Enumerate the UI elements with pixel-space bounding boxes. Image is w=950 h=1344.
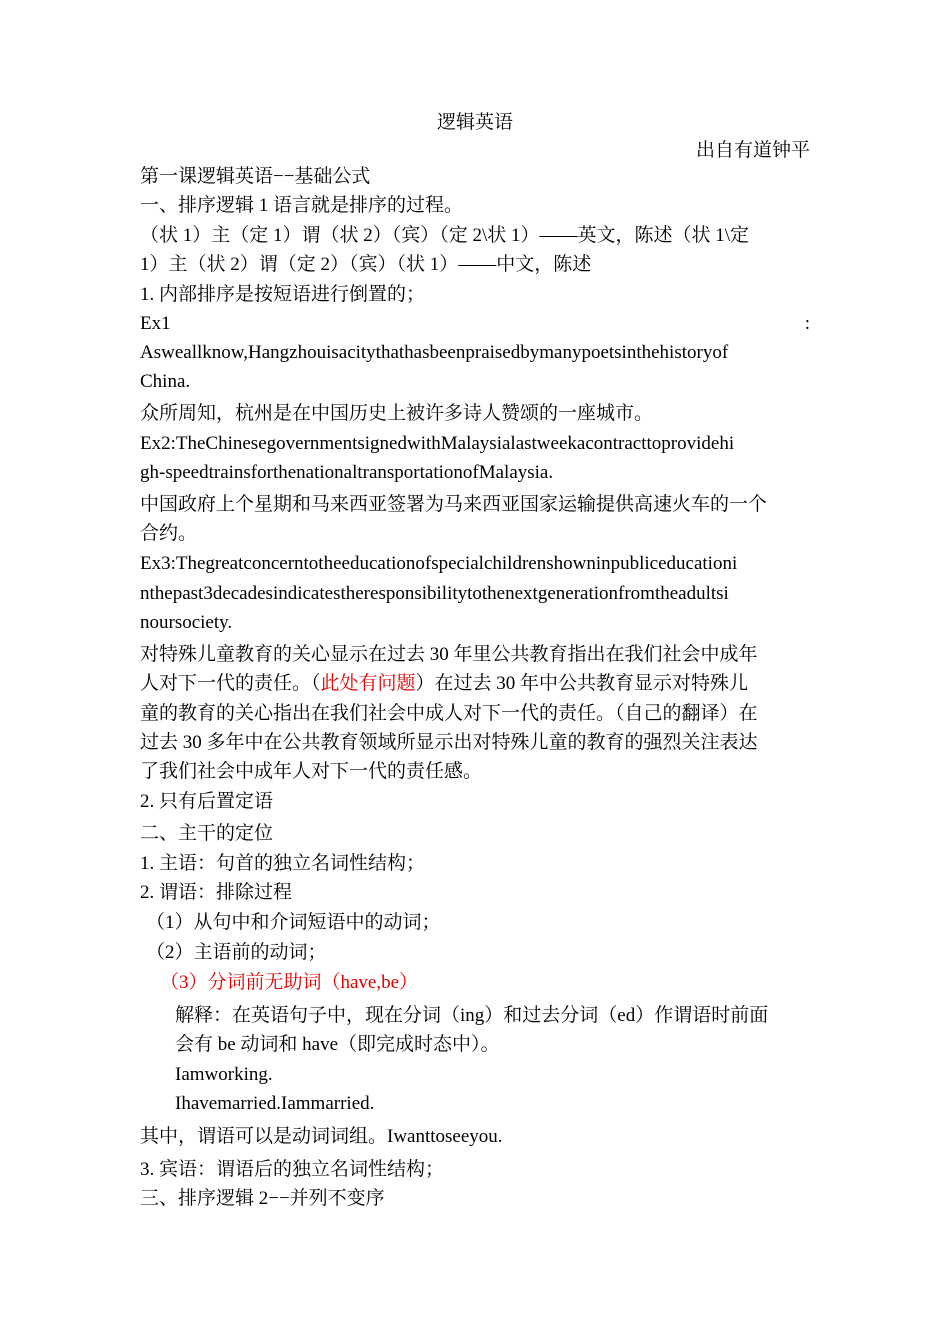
- section-2-sub-1: （1）从句中和介词短语中的动词；: [146, 912, 441, 933]
- ex2-chinese-line-2: 合约。: [140, 523, 198, 544]
- ex3-english-line-3: noursociety.: [140, 612, 233, 633]
- ex1-colon: :: [804, 313, 810, 334]
- ex1-label: Ex1: [140, 313, 171, 334]
- ex3-chinese-line-3: 童的教育的关心指出在我们社会中成人对下一代的责任。（自己的翻译）在: [140, 703, 758, 724]
- ex3-chinese-line-5: 了我们社会中成年人对下一代的责任感。: [140, 761, 483, 782]
- ex3-chinese-line-2-end: ）在过去 30 年中公共教育显示对特殊儿: [415, 673, 749, 694]
- lesson-heading: 第一课逻辑英语−−基础公式: [140, 166, 371, 187]
- ex3-chinese-line-2: [140, 671, 810, 697]
- section-1-point-2: 2. 只有后置定语: [140, 791, 274, 812]
- explanation-line-1: 解释：在英语句子中，现在分词（ing）和过去分词（ed）作谓语时前面: [175, 1005, 769, 1026]
- ex3-chinese-line-2-start: 人对下一代的责任。（: [140, 673, 321, 694]
- explanation-line-2: 会有 be 动词和 have（即完成时态中）。: [175, 1034, 500, 1055]
- ex1-label-line: [140, 311, 810, 337]
- ex1-english-line-1: Asweallknow,Hangzhouisacitythathasbeenpraisedbymanypoetsinthehistoryof: [140, 342, 729, 363]
- section-2-point-1: 1. 主语：句首的独立名词性结构；: [140, 853, 426, 874]
- section-2-heading: 二、主干的定位: [140, 823, 274, 844]
- document-author: 出自有道钟平: [695, 140, 810, 161]
- ex1-chinese: 众所周知，杭州是在中国历史上被许多诗人赞颂的一座城市。: [140, 403, 654, 424]
- predicate-note: 其中，谓语可以是动词词组。Iwanttoseeyou.: [140, 1126, 503, 1147]
- ex2-english-line-2: gh-speedtrainsforthenationaltransportationofMalaysia.: [140, 462, 554, 483]
- ex3-english-line-1: Ex3:Thegreatconcerntotheeducationofspecialchildrenshowninpubliceducationi: [140, 553, 738, 574]
- example-sentence-1: Iamworking.: [175, 1064, 273, 1085]
- section-2-point-2: 2. 谓语：排除过程: [140, 882, 293, 903]
- problem-note: 此处有问题: [320, 673, 416, 694]
- ex2-chinese-line-1: 中国政府上个星期和马来西亚签署为马来西亚国家运输提供高速火车的一个: [140, 494, 768, 515]
- formula-line-2: 1）主（状 2）谓（定 2）（宾）（状 1）——中文，陈述: [140, 254, 592, 275]
- section-1-heading: 一、排序逻辑 1 语言就是排序的过程。: [140, 195, 464, 216]
- ex1-english-line-2: China.: [140, 371, 191, 392]
- ex3-chinese-line-4: 过去 30 多年中在公共教育领域所显示出对特殊儿童的教育的强烈关注表达: [140, 732, 758, 753]
- section-2-sub-3: （3）分词前无助词（have,be）: [160, 972, 419, 993]
- section-2-sub-2: （2）主语前的动词；: [146, 942, 327, 963]
- ex3-chinese-line-1: 对特殊儿童教育的关心显示在过去 30 年里公共教育指出在我们社会中成年: [140, 644, 758, 665]
- ex2-english-line-1: Ex2:TheChinesegovernmentsignedwithMalaysialastweekacontracttoprovidehi: [140, 433, 735, 454]
- formula-line-1: （状 1）主（定 1）谓（状 2）（宾）（定 2\状 1）——英文，陈述（状 1\定: [140, 225, 750, 246]
- example-sentence-2: Ihavemarried.Iammarried.: [175, 1093, 375, 1114]
- section-3-heading: 三、排序逻辑 2−−并列不变序: [140, 1188, 385, 1209]
- section-2-point-3: 3. 宾语：谓语后的独立名词性结构；: [140, 1159, 445, 1180]
- ex3-english-line-2: nthepast3decadesindicatestheresponsibilitytothenextgenerationfromtheadultsi: [140, 583, 729, 604]
- section-1-point-1: 1. 内部排序是按短语进行倒置的；: [140, 284, 426, 305]
- document-title: 逻辑英语: [436, 112, 513, 133]
